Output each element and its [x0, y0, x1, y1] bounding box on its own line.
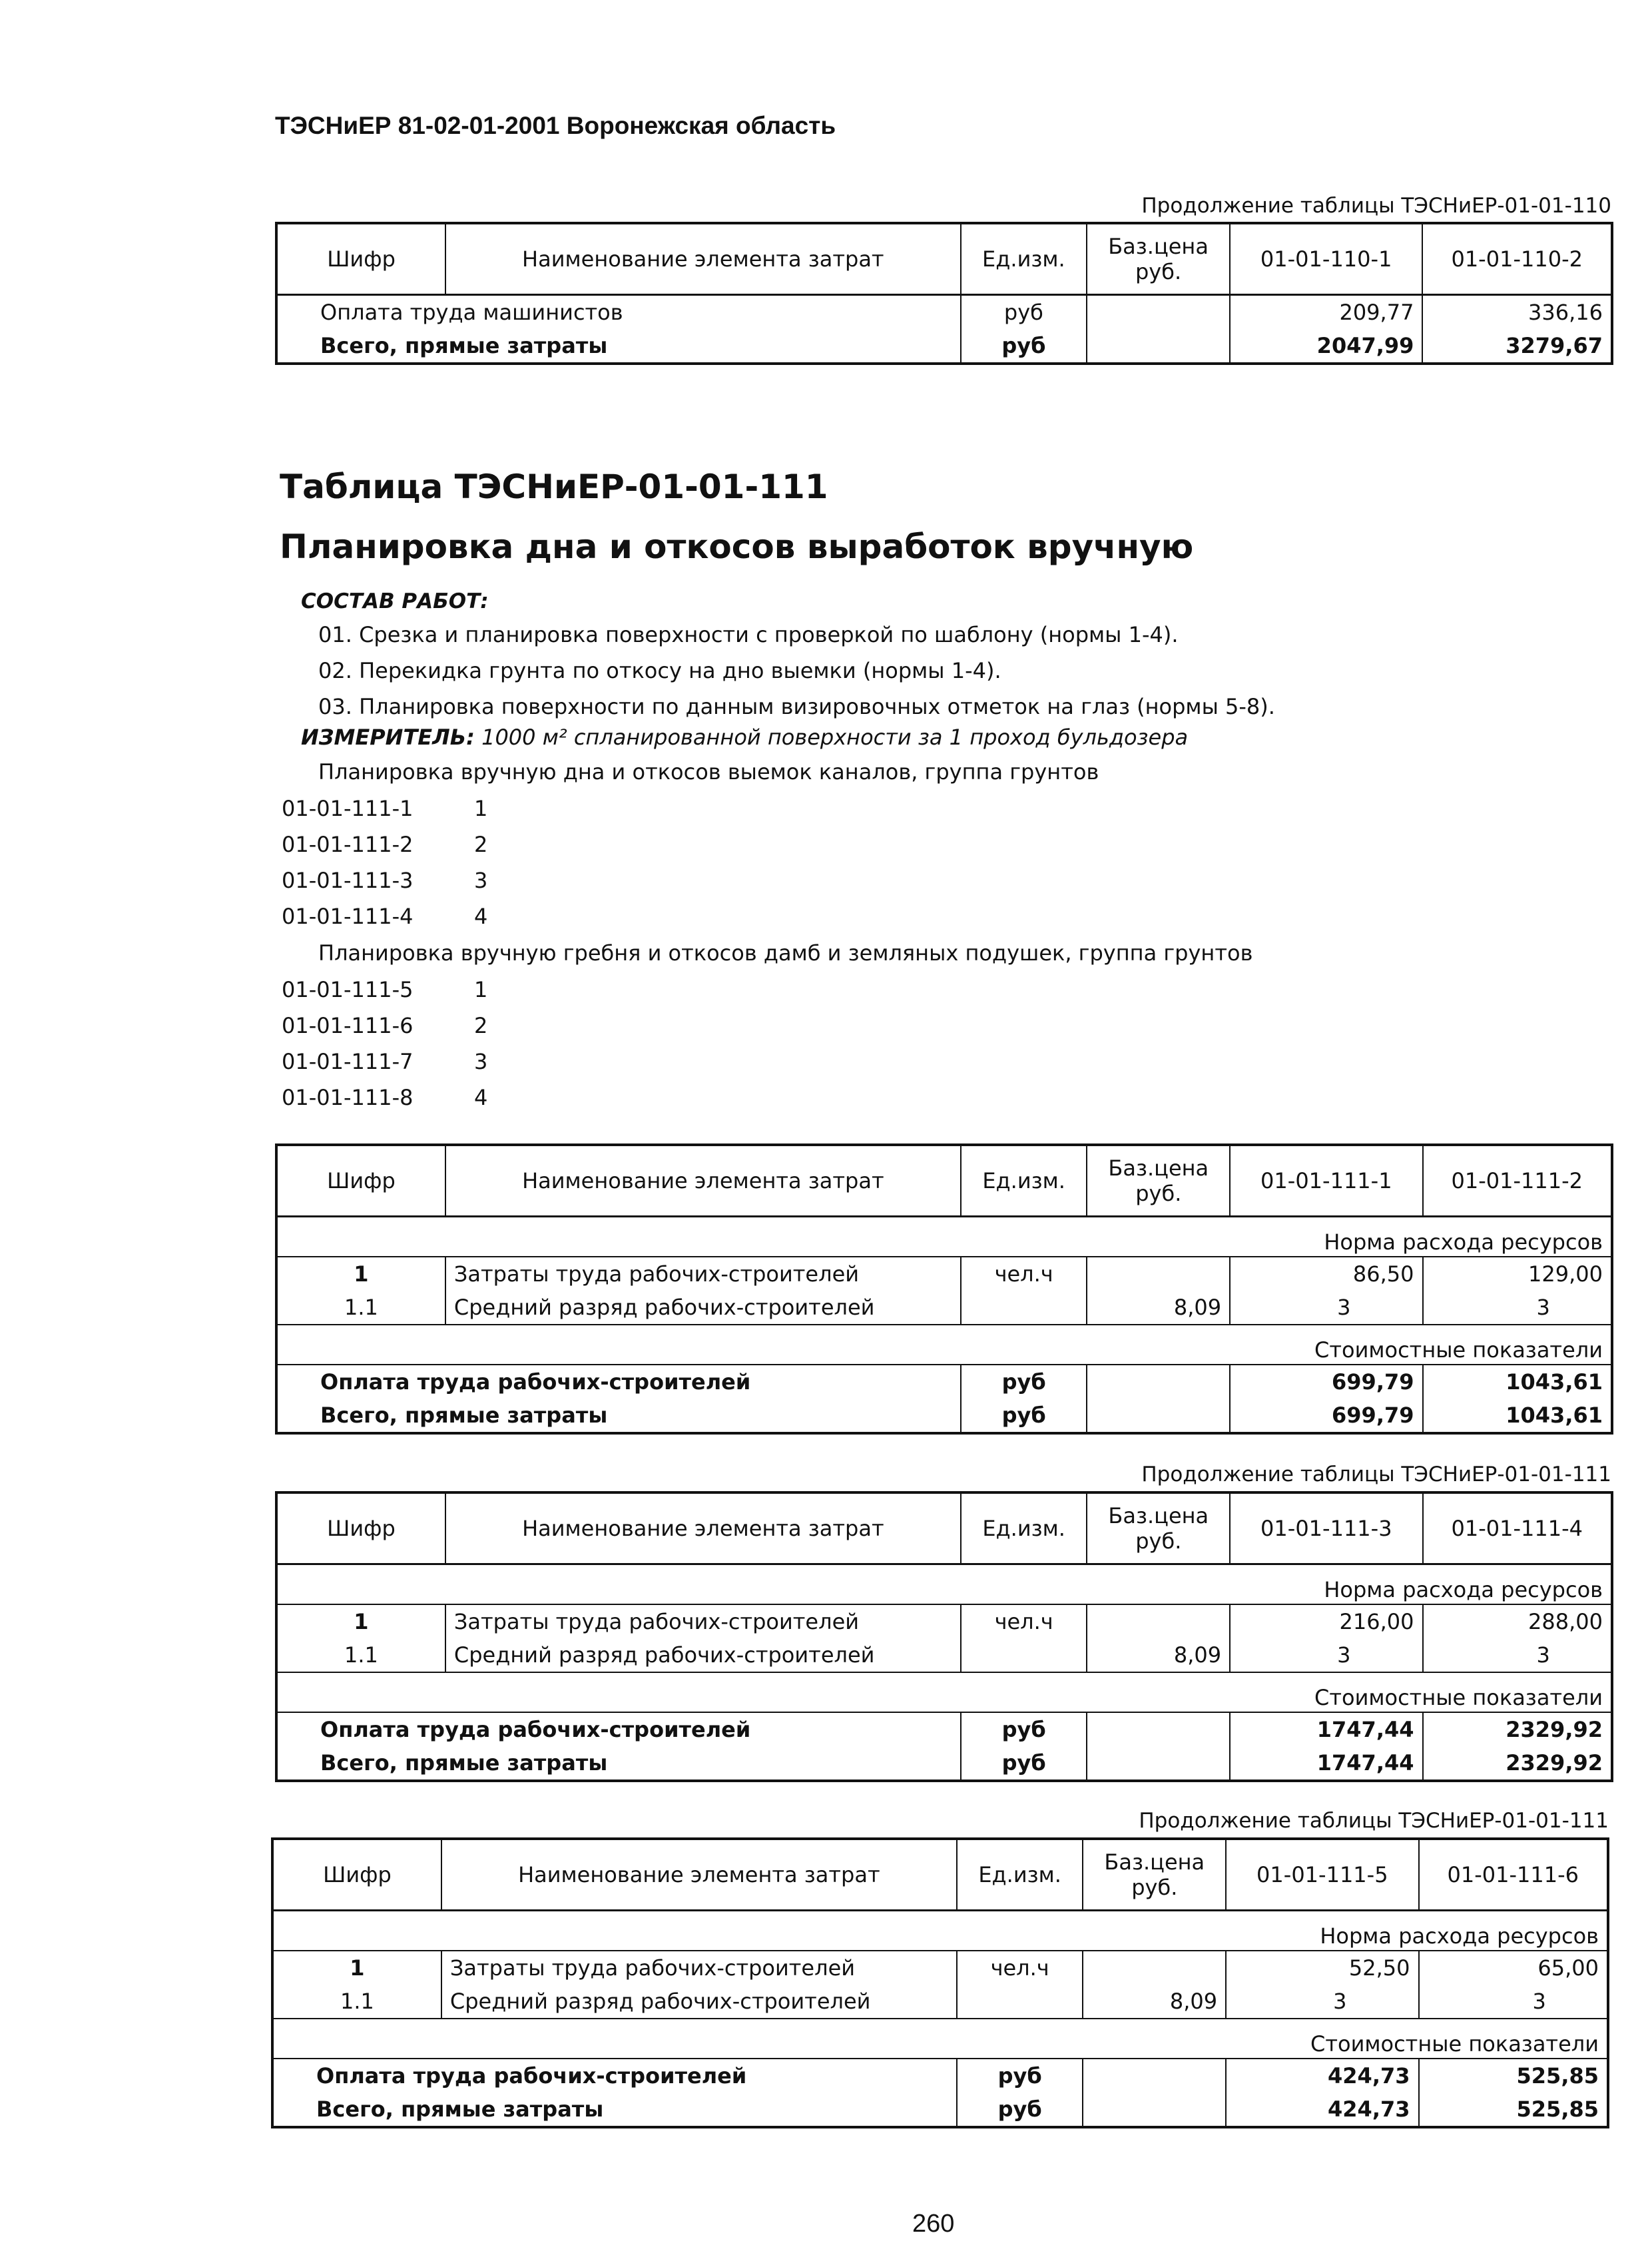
measure-text: 1000 м² спланированной поверхности за 1 проход бульдозера — [481, 725, 1189, 750]
section-norm: Норма расхода ресурсов — [272, 1911, 1608, 1951]
header-col1: 01-01-110-1 — [1230, 223, 1423, 295]
header-unit: Ед.изм. — [961, 1145, 1087, 1217]
work-item: 03. Планировка поверхности по данным визировочных отметок на глаз (нормы 5-8). — [318, 694, 1275, 719]
table-caption: Продолжение таблицы ТЭСНиЕР-01-01-111 — [1141, 1462, 1611, 1486]
resource-table-1 — [275, 1143, 1613, 1435]
header-name: Наименование элемента затрат — [445, 1145, 961, 1217]
section-cost: Стоимостные показатели — [276, 1325, 1612, 1365]
table-row: Оплата труда машинистов руб 209,77 336,16 — [276, 295, 1612, 330]
header-base-price: Баз.цена руб. — [1083, 1839, 1226, 1911]
norm-code-row: 01-01-111-4 4 — [282, 904, 488, 929]
header-col1: 01-01-111-5 — [1226, 1839, 1418, 1911]
table-row: 1 Затраты труда рабочих-строителей чел.ч 52,50 65,00 — [272, 1951, 1608, 1985]
table-row: Всего, прямые затраты руб 424,73 525,85 — [272, 2093, 1608, 2127]
section-cost: Стоимостные показатели — [276, 1672, 1612, 1712]
resource-table-3 — [271, 1837, 1609, 2128]
table-caption: Продолжение таблицы ТЭСНиЕР-01-01-110 — [1141, 194, 1611, 218]
table-row: 1.1 Средний разряд рабочих-строителей 8,09 3 3 — [276, 1291, 1612, 1325]
table-row: Всего, прямые затраты руб 2047,99 3279,67 — [276, 329, 1612, 364]
page-number: 260 — [912, 2210, 955, 2238]
norm-code-row: 01-01-111-6 2 — [282, 1013, 488, 1038]
measure-label: ИЗМЕРИТЕЛЬ: — [301, 725, 475, 750]
group-title: Планировка вручную дна и откосов выемок каналов, группа грунтов — [318, 759, 1099, 785]
header-col2: 01-01-111-6 — [1419, 1839, 1609, 1911]
table-row: Всего, прямые затраты руб 699,79 1043,61 — [276, 1399, 1612, 1433]
work-item: 02. Перекидка грунта по откосу на дно выемки (нормы 1-4). — [318, 658, 1001, 683]
group-title: Планировка вручную гребня и откосов дамб и земляных подушек, группа грунтов — [318, 940, 1253, 966]
header-name: Наименование элемента затрат — [445, 223, 960, 295]
table-row: Оплата труда рабочих-строителей руб 699,79 1043,61 — [276, 1365, 1612, 1399]
table-row: 1.1 Средний разряд рабочих-строителей 8,09 3 3 — [272, 1985, 1608, 2019]
norm-code-row: 01-01-111-2 2 — [282, 832, 488, 857]
header-unit: Ед.изм. — [961, 1492, 1087, 1564]
work-composition-label: СОСТАВ РАБОТ: — [301, 589, 489, 613]
measure-line — [301, 725, 1188, 750]
header-col2: 01-01-110-2 — [1422, 223, 1612, 295]
section-norm: Норма расхода ресурсов — [276, 1217, 1612, 1257]
resource-table-2 — [275, 1491, 1613, 1782]
document-header: ТЭСНиЕР 81-02-01-2001 Воронежская область — [275, 112, 836, 139]
norm-code-row: 01-01-111-8 4 — [282, 1085, 488, 1110]
header-col2: 01-01-111-2 — [1423, 1145, 1613, 1217]
header-unit: Ед.изм. — [957, 1839, 1083, 1911]
table-row: 1.1 Средний разряд рабочих-строителей 8,09 3 3 — [276, 1638, 1612, 1672]
cost-table-110 — [275, 222, 1613, 365]
table-row: Оплата труда рабочих-строителей руб 424,73 525,85 — [272, 2059, 1608, 2093]
table-caption: Продолжение таблицы ТЭСНиЕР-01-01-111 — [1139, 1809, 1609, 1833]
norm-code-row: 01-01-111-1 1 — [282, 796, 488, 821]
header-name: Наименование элемента затрат — [441, 1839, 957, 1911]
norm-code-row: 01-01-111-3 3 — [282, 868, 488, 893]
section-norm: Норма расхода ресурсов — [276, 1564, 1612, 1605]
table-row: Оплата труда рабочих-строителей руб 1747,44 2329,92 — [276, 1712, 1612, 1746]
table-title: Таблица ТЭСНиЕР-01-01-111 — [280, 468, 828, 506]
header-unit: Ед.изм. — [961, 223, 1087, 295]
section-cost: Стоимостные показатели — [272, 2019, 1608, 2059]
header-name: Наименование элемента затрат — [445, 1492, 961, 1564]
table-row: 1 Затраты труда рабочих-строителей чел.ч 216,00 288,00 — [276, 1604, 1612, 1638]
header-base-price: Баз.цена руб. — [1087, 1145, 1230, 1217]
table-subtitle: Планировка дна и откосов выработок вручную — [280, 527, 1194, 566]
header-col2: 01-01-111-4 — [1423, 1492, 1613, 1564]
work-item: 01. Срезка и планировка поверхности с проверкой по шаблону (нормы 1-4). — [318, 622, 1179, 647]
header-shifr: Шифр — [276, 1145, 445, 1217]
header-shifr: Шифр — [272, 1839, 441, 1911]
norm-code-row: 01-01-111-7 3 — [282, 1049, 488, 1074]
header-shifr: Шифр — [276, 1492, 445, 1564]
table-row: 1 Затраты труда рабочих-строителей чел.ч 86,50 129,00 — [276, 1257, 1612, 1291]
table-row: Всего, прямые затраты руб 1747,44 2329,92 — [276, 1746, 1612, 1781]
header-base-price: Баз.цена руб. — [1087, 1492, 1230, 1564]
header-col1: 01-01-111-1 — [1230, 1145, 1422, 1217]
header-col1: 01-01-111-3 — [1230, 1492, 1422, 1564]
header-base-price: Баз.цена руб. — [1087, 223, 1230, 295]
header-shifr: Шифр — [276, 223, 445, 295]
norm-code-row: 01-01-111-5 1 — [282, 977, 488, 1002]
